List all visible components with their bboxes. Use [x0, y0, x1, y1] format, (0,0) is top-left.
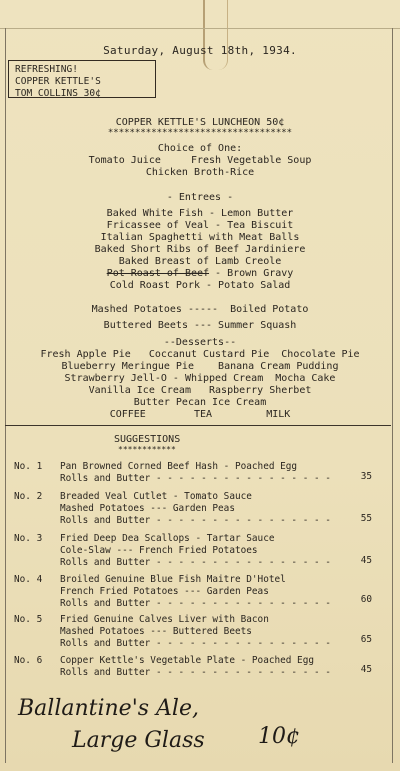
- promo-line-1: REFRESHING!: [15, 64, 78, 75]
- entree-item: Fricassee of Veal - Tea Biscuit: [106, 220, 294, 231]
- suggestion-row: [14, 626, 252, 637]
- suggestion-price: 45: [360, 555, 372, 566]
- suggestion-price: 60: [360, 594, 372, 605]
- entree-item: Italian Spaghetti with Meat Balls: [100, 232, 300, 243]
- suggestion-number: No. 2: [14, 491, 43, 502]
- choice-heading: Choice of One:: [157, 143, 243, 154]
- suggestion-line: Pan Browned Corned Beef Hash - Poached Egg: [60, 461, 298, 472]
- suggestion-row: [14, 515, 331, 526]
- suggestions-stars: ************: [118, 445, 176, 454]
- choice-line-1: Tomato Juice Fresh Vegetable Soup: [88, 155, 312, 166]
- suggestion-line: Cole-Slaw --- French Fried Potatoes: [60, 545, 258, 556]
- entree-item: Baked Short Ribs of Beef Jardiniere: [94, 244, 306, 255]
- struck-item-rest: - Brown Gravy: [209, 268, 294, 279]
- suggestion-row: [14, 461, 297, 472]
- suggestion-row: [14, 614, 269, 625]
- suggestion-number: No. 1: [14, 461, 43, 472]
- desserts-heading: --Desserts--: [163, 337, 237, 348]
- suggestion-line: Rolls and Butter - - - - - - - - - - - - - - - -: [60, 473, 331, 484]
- suggestion-row: [14, 545, 258, 556]
- suggestion-row: [14, 638, 331, 649]
- entree-item: Baked Breast of Lamb Creole: [118, 256, 282, 267]
- suggestion-row: [14, 598, 331, 609]
- suggestion-row: [14, 533, 274, 544]
- dessert-line: Strawberry Jell-O - Whipped Cream Mocha Cake: [64, 373, 336, 384]
- dessert-line: Vanilla Ice Cream Raspberry Sherbet: [88, 385, 312, 396]
- suggestions-title: SUGGESTIONS: [114, 434, 181, 445]
- suggestion-price: 35: [360, 471, 372, 482]
- suggestion-row: [14, 491, 252, 502]
- suggestion-line: Breaded Veal Cutlet - Tomato Sauce: [60, 491, 252, 502]
- choice-line-2: Chicken Broth-Rice: [145, 167, 255, 178]
- promo-box: [8, 60, 156, 98]
- suggestion-line: Copper Kettle's Vegetable Plate - Poached Egg: [60, 655, 314, 666]
- suggestion-row: [14, 667, 331, 678]
- suggestion-number: No. 3: [14, 533, 43, 544]
- dessert-line: Blueberry Meringue Pie Banana Cream Pudding: [61, 361, 339, 372]
- suggestion-number: No. 5: [14, 614, 43, 625]
- handwritten-price: 10¢: [258, 724, 300, 749]
- entree-item-struck: [0, 268, 400, 279]
- drinks-line: COFFEE TEA MILK: [109, 409, 291, 420]
- struck-item-text: Pot Roast of Beef: [106, 268, 210, 279]
- suggestion-line: Rolls and Butter - - - - - - - - - - - - - - - -: [60, 667, 331, 678]
- suggestion-row: [14, 503, 235, 514]
- section-divider: [5, 425, 391, 426]
- suggestion-price: 45: [360, 664, 372, 675]
- suggestion-line: Mashed Potatoes --- Garden Peas: [60, 503, 235, 514]
- suggestion-price: 55: [360, 513, 372, 524]
- sides-line-2: Buttered Beets --- Summer Squash: [103, 320, 297, 331]
- promo-line-3: TOM COLLINS 30¢: [15, 88, 101, 99]
- entree-item: Baked White Fish - Lemon Butter: [106, 208, 294, 219]
- suggestion-number: No. 6: [14, 655, 43, 666]
- suggestion-number: No. 4: [14, 574, 43, 585]
- suggestion-line: Rolls and Butter - - - - - - - - - - - - - - - -: [60, 557, 331, 568]
- menu-date: Saturday, August 18th, 1934.: [103, 44, 297, 57]
- suggestion-line: Rolls and Butter - - - - - - - - - - - - - - - -: [60, 598, 331, 609]
- luncheon-title: COPPER KETTLE'S LUNCHEON 50¢: [115, 117, 285, 128]
- handwritten-line-1: Ballantine's Ale,: [18, 696, 199, 721]
- suggestion-row: [14, 655, 314, 666]
- suggestion-row: [14, 557, 331, 568]
- entrees-heading: - Entrees -: [166, 192, 234, 203]
- suggestion-line: French Fried Potatoes --- Garden Peas: [60, 586, 269, 597]
- entree-item: Cold Roast Pork - Potato Salad: [109, 280, 291, 291]
- handwritten-line-2: Large Glass: [72, 728, 205, 753]
- sides-line-1: Mashed Potatoes ----- Boiled Potato: [91, 304, 309, 315]
- suggestion-line: Fried Deep Dea Scallops - Tartar Sauce: [60, 533, 275, 544]
- suggestion-line: Mashed Potatoes --- Buttered Beets: [60, 626, 252, 637]
- luncheon-stars: **********************************: [107, 128, 293, 138]
- suggestion-price: 65: [360, 634, 372, 645]
- suggestion-row: [14, 574, 286, 585]
- promo-line-2: COPPER KETTLE'S: [15, 76, 101, 87]
- dessert-line: Fresh Apple Pie Coccanut Custard Pie Chocolate Pie: [40, 349, 360, 360]
- suggestion-line: Rolls and Butter - - - - - - - - - - - - - - - -: [60, 638, 331, 649]
- dessert-line: Butter Pecan Ice Cream: [133, 397, 267, 408]
- suggestion-line: Fried Genuine Calves Liver with Bacon: [60, 614, 269, 625]
- suggestion-row: [14, 586, 269, 597]
- suggestion-line: Rolls and Butter - - - - - - - - - - - - - - - -: [60, 515, 331, 526]
- suggestion-line: Broiled Genuine Blue Fish Maitre D'Hotel: [60, 574, 286, 585]
- suggestion-row: [14, 473, 331, 484]
